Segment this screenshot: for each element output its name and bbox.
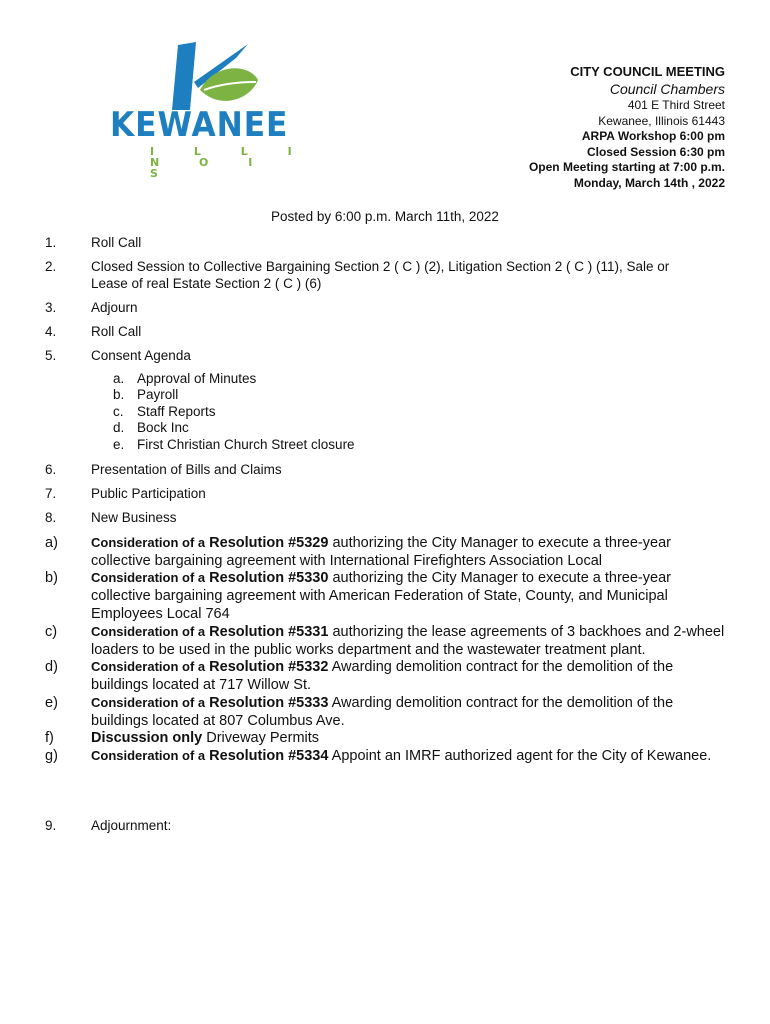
resolution-number: Resolution #5331 [205,624,329,640]
consent-text: Approval of Minutes [137,371,257,386]
meeting-date: Monday, March 14th , 2022 [573,175,725,190]
kewanee-logo [108,42,318,180]
resolution-lead: Consideration of a [91,748,206,763]
item-text: New Business [91,510,177,525]
item-text: Consent Agenda [91,348,191,363]
item-text: Public Participation [91,486,206,501]
resolution-text: authorizing the lease agreements of 3 backhoes and 2-wheel loaders to be used in the public works department and the wastewater treatment plant. [91,624,725,658]
item-number: 2. [45,259,57,274]
workshop-time: ARPA Workshop 6:00 pm [581,129,725,143]
resolution-text: Appoint an IMRF authorized agent for the City of Kewanee. [328,748,712,764]
item-text: Closed Session to Collective Bargaining Section 2 ( C ) (2), Litigation Section 2 ( C ) (11), Sale or Lease of real Estate Section 2 ( C ) (6) [91,259,670,291]
resolution-text: authorizing the City Manager to execute a three-year collective bargaining agreement with American Federation of State, County, and Municipal Employees Local 764 [91,570,671,622]
posted-notice: Posted by 6:00 p.m. March 11th, 2022 [271,209,499,224]
item-number: 1. [45,235,57,250]
address-line-2: Kewanee, Illinois 61443 [598,113,725,128]
resolution-number: Resolution #5332 [205,659,329,675]
consent-letter: a. [113,371,125,386]
item-text: Presentation of Bills and Claims [91,462,282,477]
item-text: Adjourn [91,300,138,315]
consent-letter: e. [113,437,125,452]
resolution-lead: Consideration of a [91,659,206,674]
closed-session-time: Closed Session 6:30 pm [586,144,725,159]
consent-letter: b. [113,387,125,402]
resolution-letter: c) [45,624,58,640]
resolution-number: Resolution #5333 [205,695,329,711]
address-line-1: 401 E Third Street [627,98,725,112]
resolution-letter: e) [45,695,58,711]
resolution-letter: a) [45,535,58,551]
consent-item [113,420,189,437]
item-number: 6. [45,462,57,477]
resolution-text: Driveway Permits [202,730,320,746]
resolution-letter: b) [45,570,58,586]
consent-item [113,387,178,404]
item-number: 3. [45,300,57,315]
item-number: 5. [45,348,57,363]
consent-item [113,437,355,454]
logo-state: I L L I N O I S [150,145,310,180]
consent-item [113,371,256,388]
consent-text: First Christian Church Street closure [137,437,355,452]
logo-wordmark: KEWANEE [110,105,289,145]
resolution-text: Awarding demolition contract for the demolition of the buildings located at 807 Columbus Ave. [91,695,674,729]
resolution-text: authorizing the City Manager to execute a three-year collective bargaining agreement with International Firefighters Association Local [91,535,671,569]
meeting-location: Council Chambers [609,81,725,97]
item-number: 9. [45,818,57,833]
meeting-title: CITY COUNCIL MEETING [570,64,725,79]
resolution-number: Resolution #5330 [205,570,329,586]
consent-text: Payroll [137,387,179,402]
consent-text: Staff Reports [137,404,216,419]
resolution-letter: d) [45,659,58,675]
resolution-text: Awarding demolition contract for the demolition of the buildings located at 717 Willow St. [91,659,674,693]
consent-letter: c. [113,404,124,419]
open-meeting-time: Open Meeting starting at 7:00 p.m. [528,160,725,174]
meeting-header [529,63,725,191]
resolution-number: Resolution #5334 [205,748,329,764]
resolution-lead: Consideration of a [91,535,206,550]
item-text: Adjournment: [91,818,172,833]
resolution-number: Resolution #5329 [205,535,329,551]
resolution-number: Discussion only [91,730,203,746]
item-text: Roll Call [91,324,142,339]
resolution-lead: Consideration of a [91,695,206,710]
consent-item [113,404,216,421]
resolution-lead: Consideration of a [91,624,206,639]
item-number: 8. [45,510,57,525]
resolution-letter: f) [45,730,54,746]
item-text: Roll Call [91,235,142,250]
consent-letter: d. [113,420,125,435]
k-leaf-logo-icon [108,42,318,112]
resolution-letter: g) [45,748,58,764]
consent-text: Bock Inc [137,420,189,435]
item-number: 7. [45,486,57,501]
item-number: 4. [45,324,57,339]
resolution-lead: Consideration of a [91,570,206,585]
